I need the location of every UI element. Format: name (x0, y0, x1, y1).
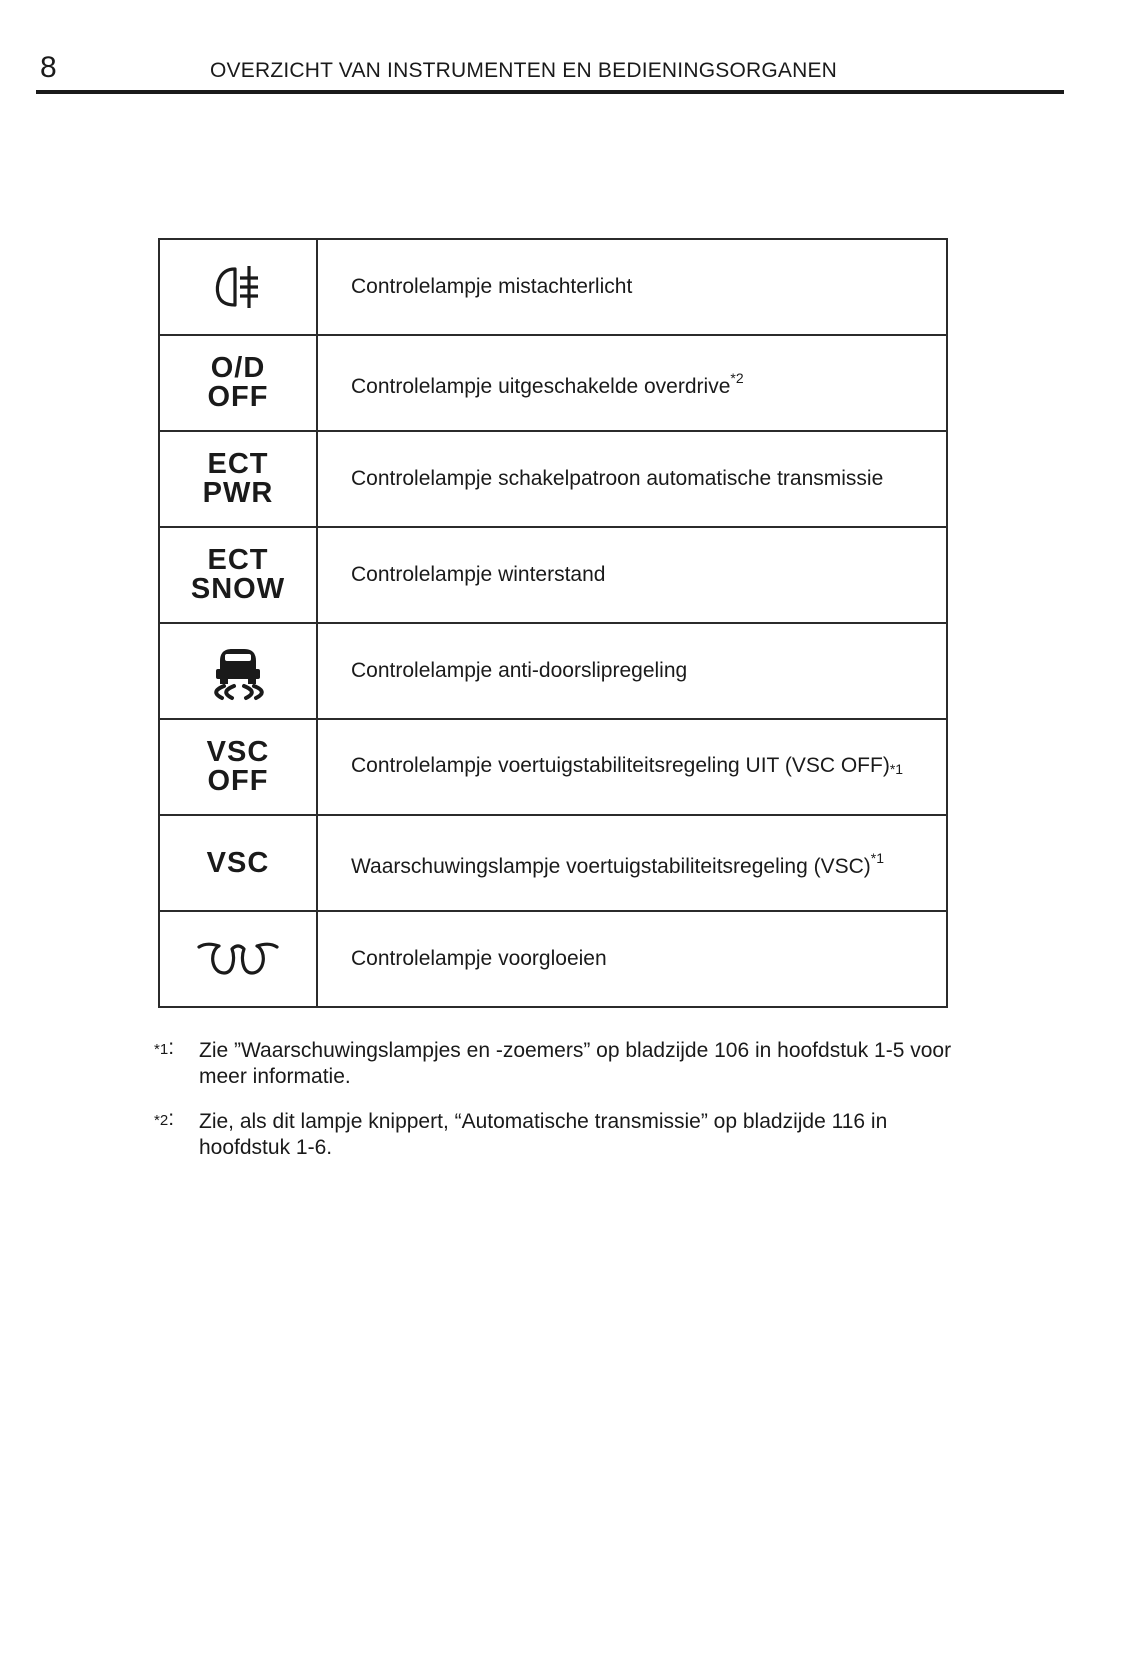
table-row (159, 719, 947, 815)
symbol-cell (159, 527, 317, 623)
table-row (159, 431, 947, 527)
footnote-marker (154, 1035, 174, 1063)
footnote-marker-colon: : (168, 1107, 175, 1130)
footnote (150, 1038, 956, 1090)
section-title: OVERZICHT VAN INSTRUMENTEN EN BEDIENINGSORGANEN (210, 59, 838, 82)
footnote-text: Zie, als dit lampje knippert, “Automatische transmissie” op bladzijde 116 in hoofdstuk 1-6. (199, 1110, 888, 1159)
indicator-description: Controlelampje voorgloeien (351, 947, 607, 970)
footnote-marker (154, 1106, 174, 1134)
symbol-cell (159, 431, 317, 527)
footnote-ref: *1 (870, 849, 885, 866)
rear-fog-light-icon (208, 262, 268, 312)
indicator-description: Waarschuwingslampje voertuigstabiliteitsregeling (VSC) (351, 854, 871, 878)
description-cell (317, 527, 947, 623)
symbol-cell (159, 335, 317, 431)
footnote-marker-colon: : (168, 1036, 175, 1059)
footnote-text: Zie ”Waarschuwingslampjes en -zoemers” op bladzijde 106 in hoofdstuk 1-5 voor meer informatie. (199, 1039, 952, 1088)
footnote-marker-number: *1 (154, 1041, 169, 1058)
indicator-description: Controlelampje winterstand (351, 563, 606, 586)
description-cell (317, 623, 947, 719)
description-cell (317, 911, 947, 1007)
symbol-cell (159, 719, 317, 815)
footnote (150, 1109, 956, 1161)
symbol-cell (159, 911, 317, 1007)
indicator-code-label: O/D OFF (207, 352, 269, 413)
symbol-cell (159, 239, 317, 335)
page-number: 8 (40, 51, 57, 84)
description-cell (317, 719, 947, 815)
description-cell (317, 431, 947, 527)
indicator-table (158, 238, 948, 1008)
table-row (159, 911, 947, 1007)
symbol-cell (159, 815, 317, 911)
glow-plug-icon (195, 939, 281, 979)
indicator-code-label: VSC OFF (206, 736, 270, 797)
footnote-ref: *2 (730, 369, 744, 386)
indicator-code-label: ECT SNOW (190, 544, 286, 605)
footnote-ref: *1 (889, 760, 904, 777)
description-cell (317, 335, 947, 431)
footnote-marker-number: *2 (154, 1112, 169, 1129)
symbol-cell (159, 623, 317, 719)
indicator-description: Controlelampje anti-doorslipregeling (351, 659, 688, 682)
footnotes (150, 1038, 956, 1180)
header-rule (36, 90, 1064, 94)
indicator-description: Controlelampje mistachterlicht (351, 275, 633, 298)
indicator-code-label: VSC (206, 846, 270, 879)
indicator-description: Controlelampje voertuigstabiliteitsregeling UIT (VSC OFF) (351, 753, 890, 777)
table-row (159, 527, 947, 623)
indicator-description: Controlelampje uitgeschakelde overdrive (351, 374, 731, 398)
table-row (159, 623, 947, 719)
table-row (159, 335, 947, 431)
table-row (159, 239, 947, 335)
description-cell (317, 239, 947, 335)
page-header (36, 50, 1064, 94)
description-cell (317, 815, 947, 911)
table-row (159, 815, 947, 911)
slip-indicator-icon (208, 639, 268, 703)
indicator-description: Controlelampje schakelpatroon automatische transmissie (351, 467, 884, 490)
indicator-code-label: ECT PWR (202, 448, 274, 509)
